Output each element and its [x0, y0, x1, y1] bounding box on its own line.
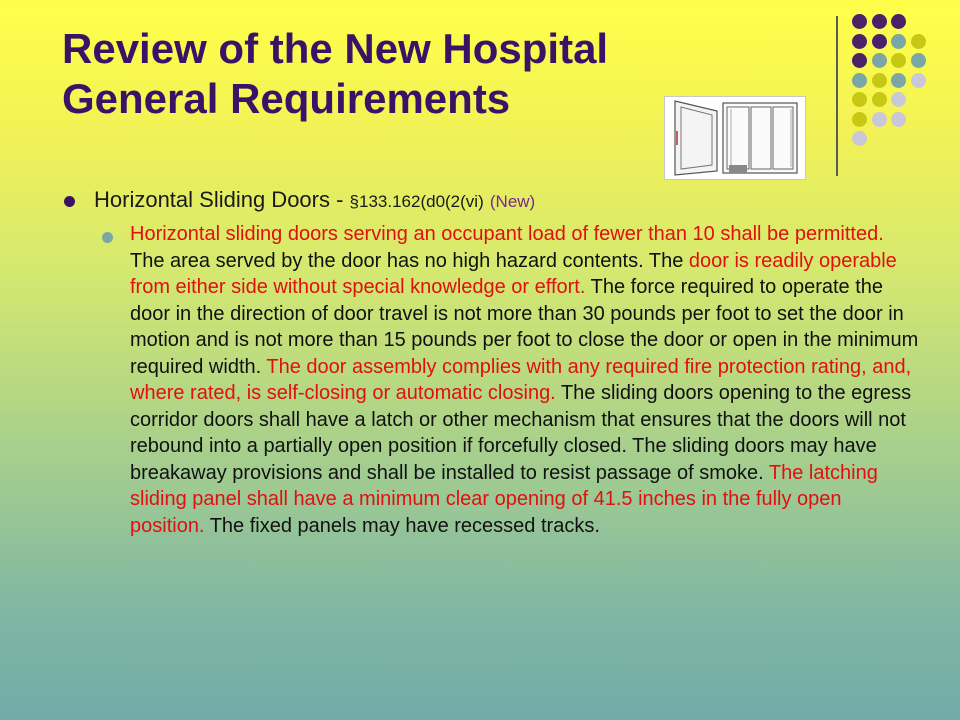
section-reference: §133.162(d0(2(vi): [349, 192, 484, 211]
bullet-dot-level-2: [102, 232, 113, 243]
decorative-dot: [872, 73, 887, 88]
requirement-paragraph: [130, 221, 920, 539]
new-tag: (New): [489, 192, 536, 211]
decorative-dot: [872, 92, 887, 107]
decorative-dot: [911, 34, 926, 49]
decorative-dot: [872, 14, 887, 29]
text-fire-rating: The door assembly complies with any required fire protection rating, and, where rated, is self-closing or automatic closing.: [130, 355, 912, 404]
decorative-dot: [852, 92, 867, 107]
decorative-dot: [852, 34, 867, 49]
text-clear-opening: The latching sliding panel shall have a minimum clear opening of 41.5 inches in the fully open position.: [130, 461, 878, 537]
decorative-dot: [852, 53, 867, 68]
text-hazard: The area served by the door has no high hazard contents. The: [130, 249, 689, 272]
text-latch: The sliding doors opening to the egress corridor doors shall have a latch or other mechanism that ensures that the doors will not rebound into a partially open position if forcefully closed. The sliding doors may have breakaway provisions and shall be installed to resist passage of smoke.: [130, 382, 912, 484]
decorative-dot: [891, 53, 906, 68]
decorative-dot: [852, 14, 867, 29]
decorative-dot: [891, 34, 906, 49]
sliding-door-diagram-icon: [664, 96, 806, 180]
title-line-1: Review of the New Hospital: [62, 25, 609, 72]
text-tracks: The fixed panels may have recessed tracks.: [204, 514, 600, 537]
decorative-dot: [872, 53, 887, 68]
decorative-dot: [891, 112, 906, 127]
decorative-dot: [852, 73, 867, 88]
text-occupant-load: Horizontal sliding doors serving an occupant load of fewer than 10 shall be permitted.: [130, 223, 884, 245]
decorative-dot: [891, 73, 906, 88]
decorative-dot-grid-icon: [852, 14, 944, 154]
text-operable: door is readily operable from either side without special knowledge or effort.: [130, 249, 897, 298]
decorative-dot: [911, 73, 926, 88]
decorative-dot: [852, 131, 867, 146]
divider-line: [836, 16, 838, 176]
decorative-dot: [872, 34, 887, 49]
decorative-dot: [852, 112, 867, 127]
decorative-dot: [872, 112, 887, 127]
title-line-2: General Requirements: [62, 75, 511, 122]
decorative-dot: [911, 53, 926, 68]
decorative-dot: [891, 14, 906, 29]
bullet-heading: [94, 186, 914, 216]
decorative-dot: [891, 92, 906, 107]
bullet-dot-level-1: [64, 196, 75, 207]
bullet-lead: Horizontal Sliding Doors -: [94, 187, 350, 212]
text-force: The force required to operate the door in the direction of door travel is not more than 30 pounds per foot to set the door in motion and is not more than 15 pounds per foot to close the door or open in the minimum required width.: [130, 276, 919, 378]
